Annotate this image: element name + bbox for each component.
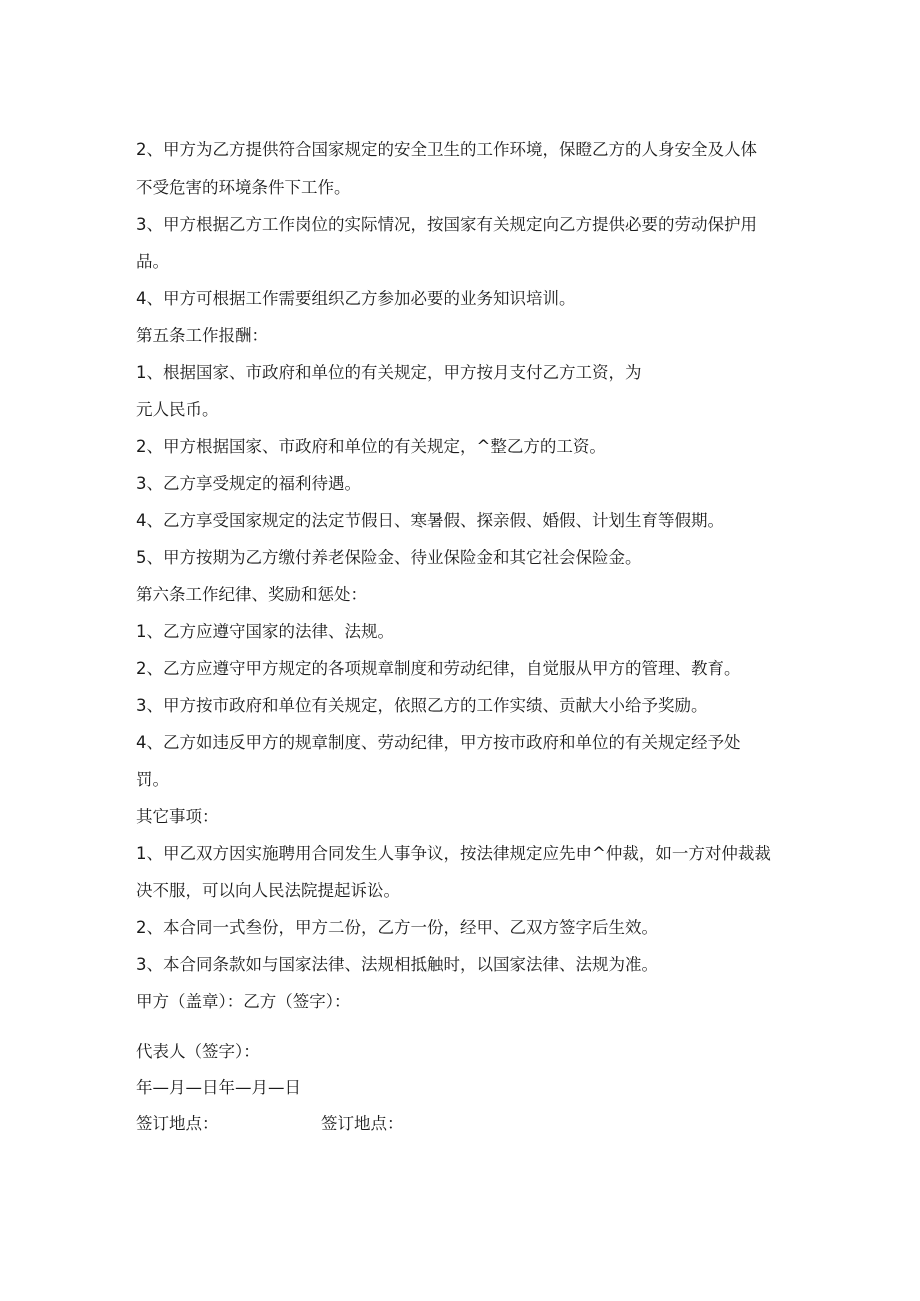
text-line: 品。 bbox=[136, 252, 169, 271]
text-line: 罚。 bbox=[136, 770, 169, 789]
section-heading: 第六条工作纪律、奖励和惩处： bbox=[136, 585, 367, 604]
text-line: 2、本合同一式叁份，甲方二份，乙方一份，经甲、乙双方签字后生效。 bbox=[136, 918, 658, 937]
sign-place-label: 签订地点： bbox=[136, 1114, 219, 1133]
text-line: 2、甲方根据国家、市政府和单位的有关规定，^整乙方的工资。 bbox=[136, 437, 606, 456]
text-line: 2、乙方应遵守甲方规定的各项规章制度和劳动纪律，自觉服从甲方的管理、教育。 bbox=[136, 659, 741, 678]
section-heading: 第五条工作报酬： bbox=[136, 326, 268, 345]
text-line: 3、甲方根据乙方工作岗位的实际情况，按国家有关规定向乙方提供必要的劳动保护用 bbox=[136, 215, 757, 234]
representative-signature-line: 代表人（签字）： bbox=[136, 1042, 260, 1061]
text-line: 不受危害的环境条件下工作。 bbox=[136, 178, 351, 197]
text-line: 3、本合同条款如与国家法律、法规相抵触时，以国家法律、法规为准。 bbox=[136, 955, 658, 974]
text-line: 1、根据国家、市政府和单位的有关规定，甲方按月支付乙方工资，为 bbox=[136, 363, 642, 382]
text-line: 决不服，可以向人民法院提起诉讼。 bbox=[136, 881, 400, 900]
date-line: 年—月—日年—月—日 bbox=[136, 1078, 301, 1097]
text-line: 2、甲方为乙方提供符合国家规定的安全卫生的工作环境，保瞪乙方的人身安全及人体 bbox=[136, 140, 757, 159]
text-line: 3、甲方按市政府和单位有关规定，依照乙方的工作实绩、贡献大小给予奖励。 bbox=[136, 696, 708, 715]
signature-party-line: 甲方（盖章）：乙方（签字）： bbox=[136, 992, 351, 1011]
sign-place-label: 签订地点： bbox=[321, 1114, 404, 1133]
text-line: 1、甲乙双方因实施聘用合同发生人事争议，按法律规定应先申^仲裁，如一方对仲裁裁 bbox=[136, 844, 771, 863]
text-line: 5、甲方按期为乙方缴付养老保险金、待业保险金和其它社会保险金。 bbox=[136, 548, 642, 567]
text-line: 4、乙方享受国家规定的法定节假日、寒暑假、探亲假、婚假、计划生育等假期。 bbox=[136, 511, 724, 530]
text-line: 3、乙方享受规定的福利待遇。 bbox=[136, 474, 361, 493]
text-line: 4、乙方如违反甲方的规章制度、劳动纪律，甲方按市政府和单位的有关规定经予处 bbox=[136, 733, 741, 752]
section-heading: 其它事项： bbox=[136, 807, 219, 826]
text-line: 1、乙方应遵守国家的法律、法规。 bbox=[136, 622, 394, 641]
text-line: 元人民币。 bbox=[136, 400, 219, 419]
text-line: 4、甲方可根据工作需要组织乙方参加必要的业务知识培训。 bbox=[136, 289, 576, 308]
